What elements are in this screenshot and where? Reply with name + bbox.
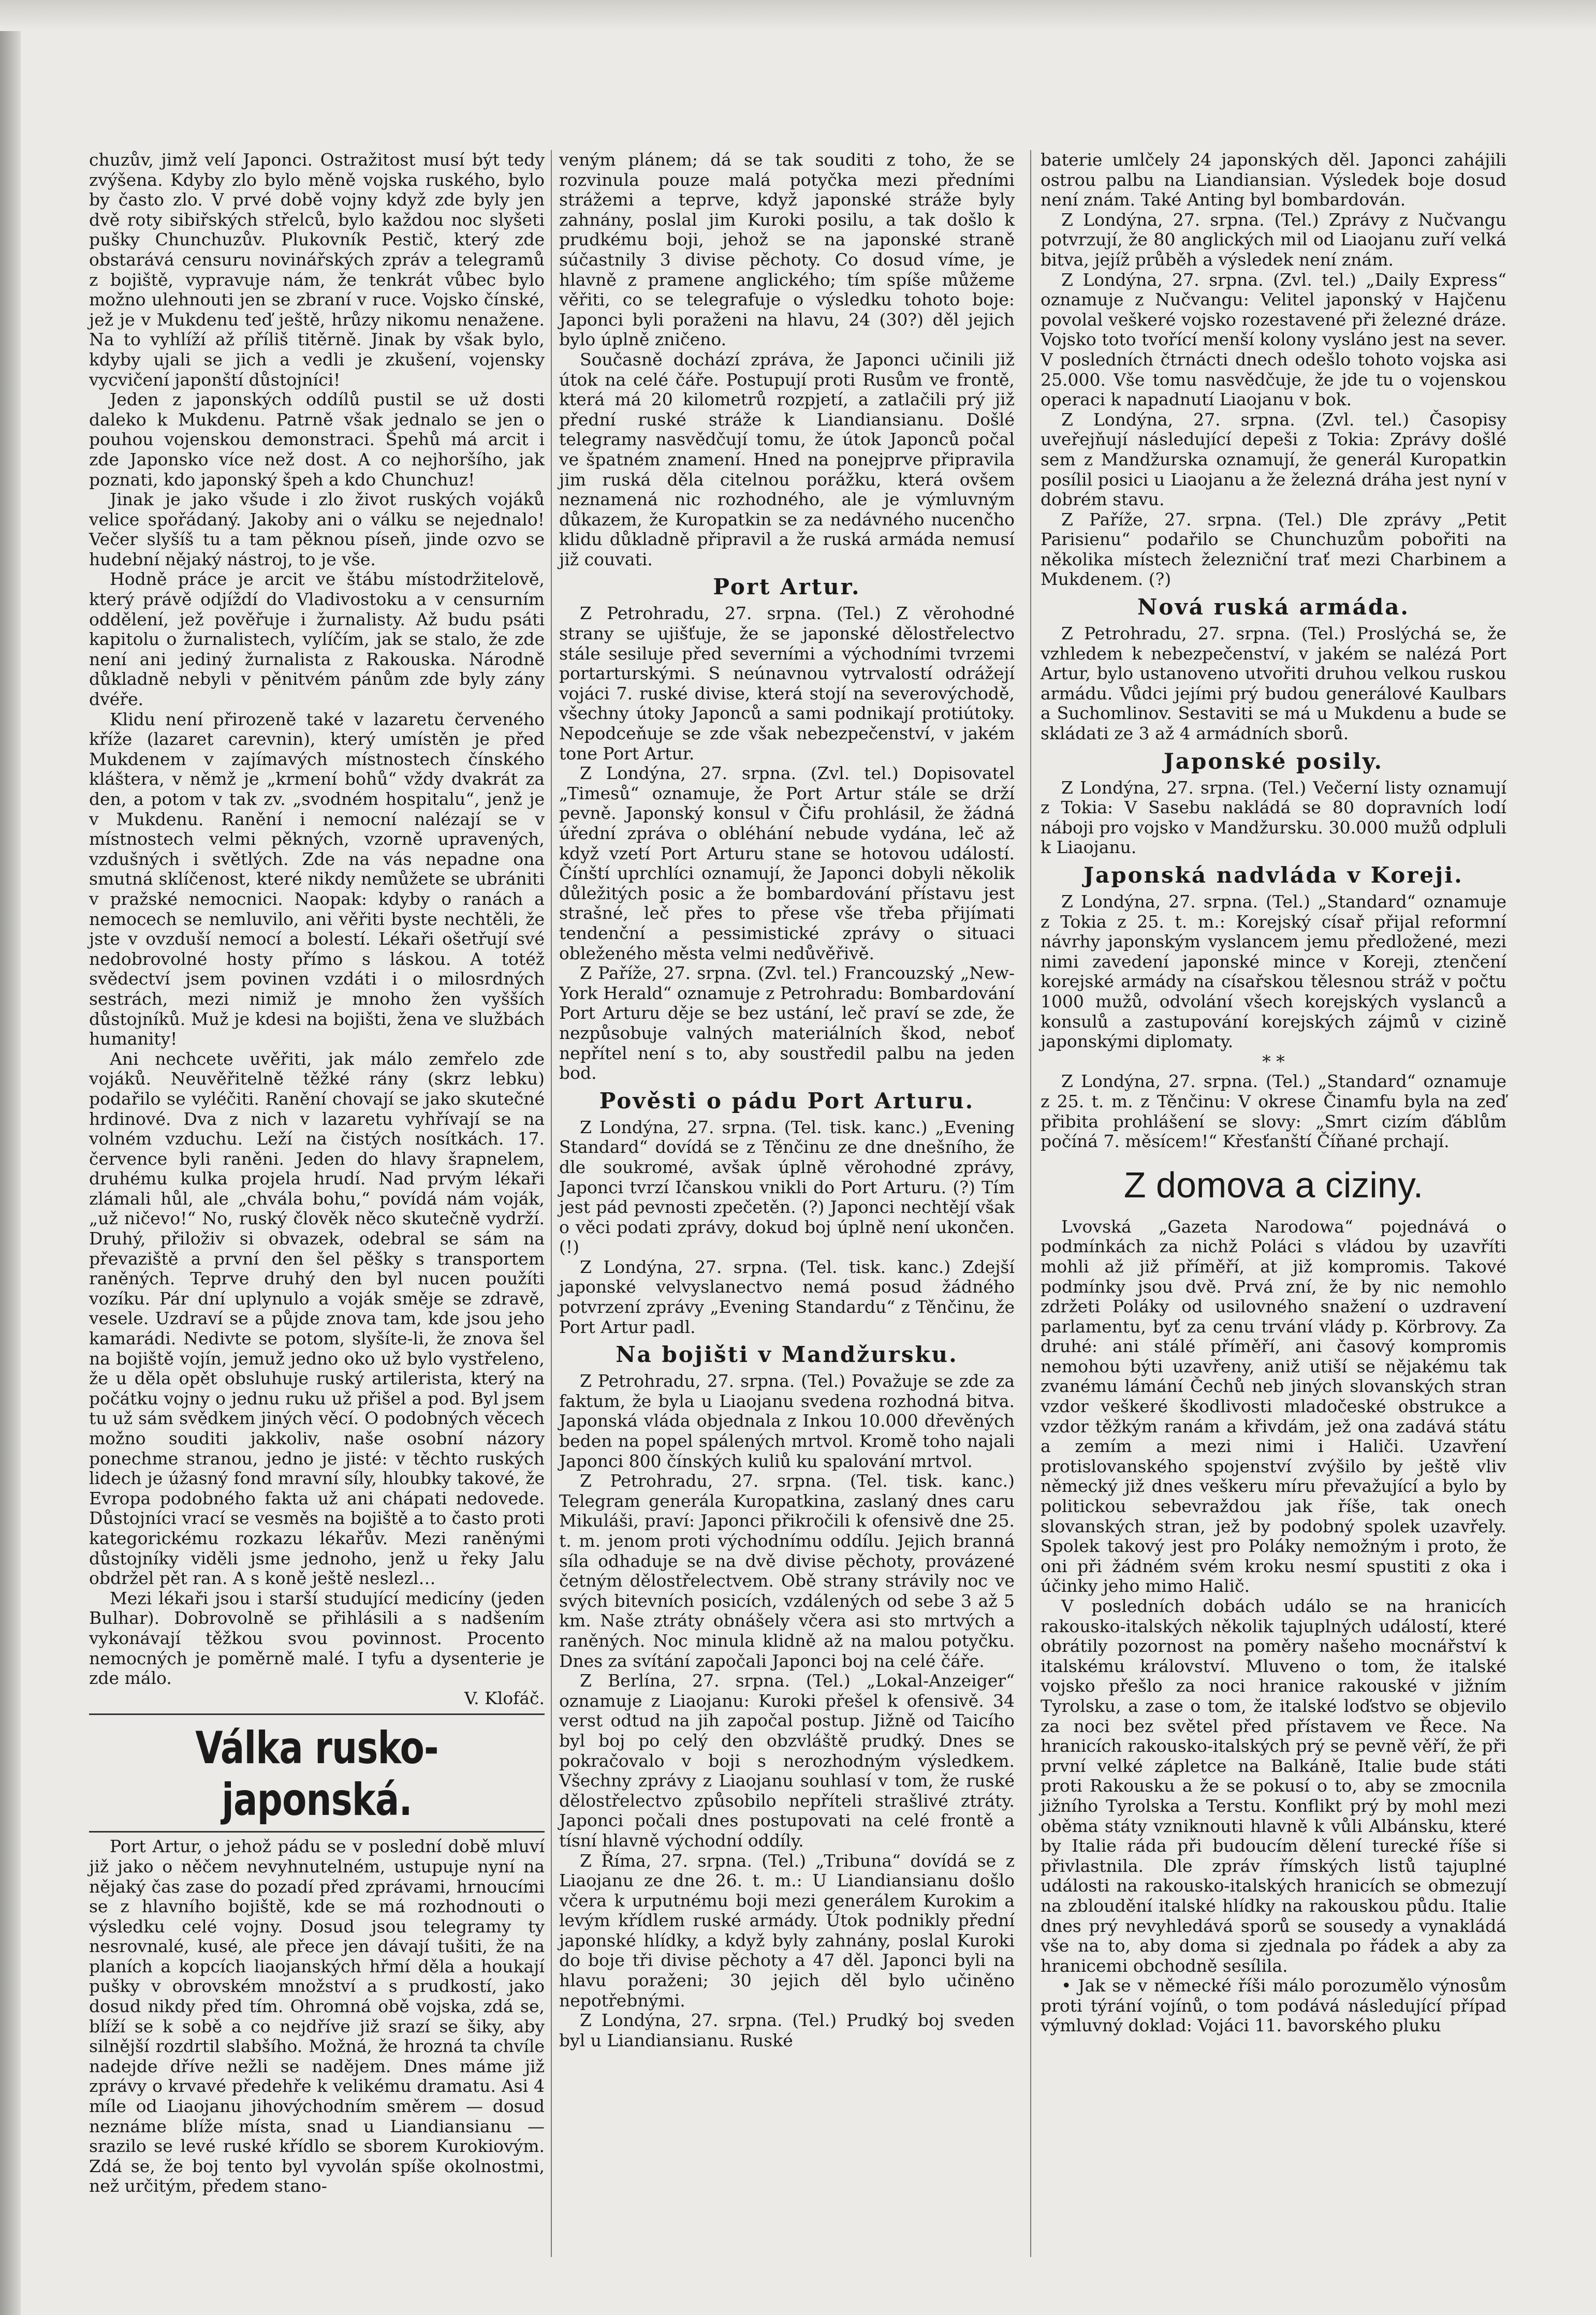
col3-paragraph: Z Londýna, 27. srpna. (Tel.) „Standard“ oznamuje z 25. t. m. z Těnčinu: V okrese Činamfu byla na zeď přibita prohlášení se slovy: „Smrt cizím ďáblům počíná 7. měsícem!“ Křesťanští Číňané prchají. (1041, 1071, 1506, 1152)
col3-paragraph: Lvovská „Gazeta Narodowa“ pojednává o podmínkách za nichž Poláci s vládou by uzavříti mohli až již příměří, at již kompromis. Takové podmínky jsou dvě. Prvá zní, že by nic nemohlo zdržeti Poláky od usilovného snažení o uzdravení parlamentu, byť za cenu trvání vlády p. Körbrovy. Za druhé: ani stálé příměří, ani časový kompromis nemohou býti uzavřeny, aniž utiší se nějakému tak zvanému lámání Čechů neb jiných slovanských stran vzdor veškeré škodlivosti mladočeské obstrukce a vzdor těžkým ranám a křivdám, jež ona zadává státu a zemím a mezi nimi i Haliči. Uzavření protislovanského spojenství zvýšilo by ještě vliv německý již dnes veškeru míru převažující a bylo by politickou sebevraždou jak říše, tak onech slovanských stran, jež by podobný spolek uzavřely. Spolek takový jest pro Poláky nemožným i proto, že oni při žádném svém kroku nesmí spustiti z oka i účinky jeho mimo Halič. (1041, 1216, 1506, 1596)
col3-paragraph: Z Londýna, 27. srpna. (Tel.) Zprávy z Nučvangu potvrzují, že 80 anglických mil od Liaojanu zuří velká bitva, jejíž průběh a výsledek není znám. (1041, 209, 1506, 270)
heading-domov: Z domova a ciziny. (1123, 1164, 1424, 1205)
col1-paragraph: Hodně práce je arcit ve štábu místodržitelově, který právě odjíždí do Vladivostoku a v censurním oddělení, jež pověřuje i žurnalisty. Až budu psáti kapitolu o žurnalistech, vylíčím, jak se stalo, že zde není ani jediný žurnalista z Rakouska. Národně důkladně nebyli v pěnitvém pánům zde byly zány dvéře. (89, 569, 545, 710)
col3-paragraph: baterie umlčely 24 japonských děl. Japonci zahájili ostrou palbu na Liandiansian. Výsledek boje dosud není znám. Také Anting byl bombardován. (1041, 150, 1506, 210)
col3-paragraph: V posledních dobách událo se na hranicích rakousko-italských několik tajuplných událostí, které obrátily pozornost na poměry našeho mocnářství k italskému království. Mluveno o tom, že italské vojsko přešlo za noci hranice rakouské v jižním Tyrolsku, a zase o tom, že italské loďstvo se objevilo za noci bez světel před přístavem ve Řece. Na hranicích rakousko-italských prý se pevně věří, že při první velké zápletce na Balkáně, Italie bude státi proti Rakousku a že se pokusí o to, aby se zmocnila jižního Tyrolska a Terstu. Konflikt prý by mohl mezi oběma státy vzniknouti hlavně k vůli Albánsku, které by Italie ráda při budoucím dělení turecké říše si přivlastnila. Dle zpráv římských listů tajuplné události na rakousko-italských hranicích se obmezují na zbloudění italské hlídky na rakouskou půdu. Italie dnes prý nevyhledává sporů se sousedy a vynakládá vše na to, aby doma si zjednala po řádek a aby za hranicemi obchodně sesílila. (1041, 1596, 1506, 1976)
col2-paragraph: Z Berlína, 27. srpna. (Tel.) „Lokal-Anzeiger“ oznamuje z Liaojanu: Kuroki přešel k ofensivě. 34 verst odtud na jih započal postup. Jižně od Taicího byl boj po celý den obzvláště prudký. Dnes se pokračovalo v boji s nerozhodným výsledkem. Všechny zprávy z Liaojanu souhlasí v tom, že ruské dělostřelectvo způsobilo nepříteli strašlivé ztráty. Japonci počali dnes postupovati na celé frontě a tísní hlavně východní oddíly. (559, 1671, 1015, 1851)
heading-armada: Nová ruská armáda. (1137, 594, 1410, 620)
col2-paragraph: Z Londýna, 27. srpna. (Tel.) Prudký boj sveden byl u Liandiansianu. Ruské (559, 2010, 1015, 2050)
heading-port-artur: Port Artur. (713, 574, 861, 600)
col3-paragraph: Z Paříže, 27. srpna. (Tel.) Dle zprávy „Petit Parisienu“ podařilo se Chunchuzům pobořiti na několika místech železniční trať mezi Charbinem a Mukdenem. (?) (1041, 509, 1506, 590)
col3-paragraph: Z Londýna, 27. srpna. (Tel.) Večerní listy oznamují z Tokia: V Sasebu nakládá se 80 dopravních lodí náboji pro vojsko v Mandžursku. 30.000 mužů odpluli k Liaojanu. (1041, 777, 1506, 858)
column-rule-1 (551, 150, 552, 2257)
col2-paragraph: Současně dochází zpráva, že Japonci učinili již útok na celé čáře. Postupují proti Rusům ve frontě, která má 20 kilometrů rozpjetí, a zatlačili prý již přední ruské stráže k Liandiansianu. Došlé telegramy nasvědčují tomu, že útok Japonců počal ve špatném znamení. Hned na ponejprve připravila jim ruská děla citelnou porážku, která ovšem neznamená nic rozhodného, ale je výmluvným důkazem, že Kuropatkin se za nedávného nucenčho klidu důkladně připravil a že ruská armáda nemusí již couvati. (559, 349, 1015, 569)
headline-valka: Válka rusko-japonská. (195, 1722, 438, 1826)
col2-paragraph: Z Petrohradu, 27. srpna. (Tel. tisk. kanc.) Telegram generála Kuropatkina, zaslaný dnes caru Mikuláši, praví: Japonci přikročili k ofensivě dne 25. t. m. jenom proti východnímu oddílu. Jejich branná síla odhaduje se na dvě divise pěchoty, provázené četným dělostřelectvem. Obě strany strávily noc ve svých bitevních posicích, vzdálených od sebe 3 až 5 km. Naše ztráty obnášely včera asi sto mrtvých a raněných. Noc minula klidně až na malou potyčku. Dnes za svítání započali Japonci boj na celé čáře. (559, 1471, 1015, 1671)
heading-korea: Japonská nadvláda v Koreji. (1083, 862, 1463, 888)
col3-paragraph: Z Londýna, 27. srpna. (Zvl. tel.) „Daily Express“ oznamuje z Nučvangu: Velitel japonský v Hajčenu povolal veškeré vojsko rozestavené při železné dráze. Vojsko toto tvořící menší kolony vysláno jest na sever. V posledních čtrnácti dnech odešlo tohoto vojska asi 25.000. Vše tomu nasvědčuje, že jde tu o vojenskou operaci k napadnutí Liaojanu v bok. (1041, 269, 1506, 410)
col2-paragraph: Z Petrohradu, 27. srpna. (Tel.) Z věrohodné strany se ujišťuje, že se japonské dělostřelectvo stále sesiluje před severními a východními tvrzemi portarturskými. S neúnavnou vytrvalostí odrážejí vojáci 7. ruské divise, která stojí na severovýchodě, všechny útoky Japonců a sami podnikají protiútoky. Nepodceňuje se zde však nebezpečenství, v jakém tone Port Artur. (559, 603, 1015, 764)
col1-paragraph: Port Artur, o jehož pádu se v poslední době mluví již jako o něčem nevyhnutelném, ustupuje nyní na nějaký čas zase do pozadí před zprávami, hrnoucími se z hlavního bojiště, kde se má rozhodnouti o výsledku celé vojny. Dosud jsou telegramy ty nesrovnalé, kusé, ale přece jen dávají tušiti, že na planích a kopcích liaojanských hřmí děla a houkají pušky v obrovském množství a s prudkostí, jako dosud nikdy před tím. Ohromná obě vojska, zdá se, blíží se k sobě a co nejdříve již srazí se šiky, aby silnější rozdrtil slabšího. Možná, že hrozná ta chvíle nadejde dříve nežli se nadějem. Dnes máme již zprávy o krvavé předehře k velikému dramatu. Asi 4 míle od Liaojanu jihovýchodním směrem — dosud neznáme blíže místa, snad u Liandiansianu — srazilo se levé ruské křídlo se sborem Kurokiovým. Zdá se, že boj tento byl vyvolán spíše okolnostmi, než určitým, předem stano- (89, 1836, 545, 2196)
col1-paragraph: Jinak je jako všude i zlo život ruských vojáků velice spořádaný. Jakoby ani o válku se nejednalo! Večer slyšíš tu a tam pěknou píseň, jinde ozvo se hudební nějaký nástroj, to je vše. (89, 489, 545, 569)
col1-paragraph: chuzův, jimž velí Japonci. Ostražitost musí být tedy zvýšena. Kdyby zlo bylo měně vojska ruského, bylo by často zlo. V prvé době vojny když zde byly jen dvě roty sibiřských střelců, bylo každou noc slyšeti pušky Chunchuzův. Plukovník Pestič, který zde obstarává censuru novinářských zpráv a telegramů z bojiště, vypravuje nám, že tenkrát vůbec bylo možno ulehnouti jen se zbraní v ruce. Vojsko čínské, jež je v Mukdenu teď ještě, hrůzy nikomu nenažene. Na to vyhlíží až příliš titěrně. Jinak by však bylo, kdyby ujali se jich a vedli je zkušení, vojensky vycvičení japonští důstojníci! (89, 150, 545, 390)
col2-paragraph: Z Paříže, 27. srpna. (Zvl. tel.) Francouzský „New-York Herald“ oznamuje z Petrohradu: Bombardování Port Arturu děje se bez ustání, leč praví se zde, že nezpůsobuje valných materiálních škod, neboť nepřítel není s to, aby soustředil palbu na jeden bod. (559, 963, 1015, 1083)
signature: V. Klofáč. (464, 1688, 545, 1708)
column-3 (1041, 150, 1506, 2036)
section-divider (89, 1831, 545, 1833)
col1-paragraph: Jeden z japonských oddílů pustil se už dosti daleko k Mukdenu. Patrně však jednalo se jen o pouhou vojenskou demonstraci. Špehů má arcit i zde Japonsko více než dost. A co nejhoršího, jak poznati, kdo japonský špeh a kdo Chunchuz! (89, 389, 545, 490)
col2-paragraph: veným plánem; dá se tak souditi z toho, že se rozvinula pouze malá potyčka mezi předními strážemi a teprve, když japonské stráže byly zahnány, poslal jim Kuroki posilu, a tak došlo k prudkému boji, jehož se na japonské straně súčastnily 3 divise pěchoty. Co dosud víme, je hlavně z pramene anglického; tím spíše můžeme věřiti, co se telegrafuje o výsledku tohoto boje: Japonci byli poraženi na hlavu, 24 (30?) děl jejich bylo úplně zničeno. (559, 150, 1015, 350)
col3-paragraph: Z Petrohradu, 27. srpna. (Tel.) Proslýchá se, že vzhledem k nebezpečenství, v jakém se nalézá Port Artur, bylo ustanoveno utvořiti druhou velkou ruskou armádu. Vůdci jejími prý budou generálové Kaulbars a Suchomlinov. Sestaviti se má u Mukdenu a bude se skládati ze 3 až 4 armádních sborů. (1041, 623, 1506, 744)
stars-divider: * * (1262, 1051, 1285, 1072)
column-rule-2 (1030, 150, 1031, 2257)
page-left-edge (0, 0, 21, 2315)
col1-paragraph: Mezi lékaři jsou i starší studující medicíny (jeden Bulhar). Dobrovolně se přihlásili a s nadšením vykonávají těžkou svou povinnost. Procento nemocných je poměrně malé. I tyfu a dysenterie je zde málo. (89, 1588, 545, 1689)
col3-paragraph: Z Londýna, 27. srpna. (Zvl. tel.) Časopisy uveřejňují následující depeši z Tokia: Zprávy došlé sem z Mandžurska oznamují, že generál Kuropatkin posílil posici u Liaojanu a že železná dráha jest nyní v dobrém stavu. (1041, 409, 1506, 510)
page-top-edge (0, 0, 1596, 31)
section-divider (89, 1713, 545, 1715)
col2-paragraph: Z Říma, 27. srpna. (Tel.) „Tribuna“ dovídá se z Liaojanu ze dne 26. t. m.: U Liandiansianu došlo včera k urputnému boji mezi generálem Kurokim a levým křídlem ruské armády. Útok podnikly přední japonské hlídky, a když byly zahnány, poslal Kuroki do boje tři divise pěchoty a 47 děl. Japonci byli na hlavu poraženi; 30 jejich děl bylo učiněno nepotřebnými. (559, 1850, 1015, 2011)
heading-posily: Japonské posily. (1163, 748, 1384, 774)
col1-paragraph: Ani nechcete uvěřiti, jak málo zemřelo zde vojáků. Neuvěřitelně těžké rány (skrz lebku) podařilo se vyléčiti. Ranění chovají se jako skutečné hrdinové. Dva z nich v lazaretu vyhřívají se na volném vzduchu. Leží na čistých nosítkách. 17. července byli raněni. Jeden do hlavy šrapnelem, druhému kulka projela hrudí. Nad prvým lékaři zlámali hůl, ale „chvála bohu,“ povídá nám voják, „už ničevo!“ No, ruský člověk něco skutečně vydrží. Druhý, přiloživ si obvazek, odebral se sám na převaziště a první den šel pěšky s transportem raněných. Teprve druhý den byl nucen použíti vozíku. Pár dní uplynulo a voják směje se zdravě, vesele. Uzdraví se a půjde znova tam, kde jsou jeho kamarádi. Nedivte se potom, slyšíte-li, že znova šel na bojiště vojín, jemuž jedno oko už bylo vystřeleno, že u děla opět obsluhuje ruský artilerista, který na počátku vojny o jednu ruku už přišel a pod. Byl jsem tu už sám svědkem jiných věcí. O podobných věcech možno souditi jakkoliv, naše osobní názory ponechme stranou, jedno je jisté: v těchto ruských lidech je úžasný fond mravní síly, hloubky takové, že Evropa podobného fakta už ani chápati nedovede. Důstojníci vrací se vesměs na bojiště a to často proti kategorickému rozkazu lékařův. Mezi raněnými důstojníky viděli jsme jednoho, jenž u řeky Jalu obdržel pět ran. A s koně ještě neslezl… (89, 1048, 545, 1589)
col2-paragraph: Z Londýna, 27. srpna. (Tel. tisk. kanc.) „Evening Standard“ dovídá se z Těnčinu ze dne dnešního, že dle soukromé, avšak úplně věrohodné zprávy, Japonci tvrzí Ičanskou vnikli do Port Arturu. (?) Tím jest pád pevnosti zpečetěn. (?) Japonci nechtějí však o věci podati zprávy, dokud boj úplně není ukončen. (!) (559, 1117, 1015, 1257)
col3-paragraph: • Jak se v německé říši málo porozumělo výnosům proti týrání vojínů, o tom podává následující případ výmluvný doklad: Vojáci 11. bavorského pluku (1041, 1975, 1506, 2036)
col2-paragraph: Z Londýna, 27. srpna. (Zvl. tel.) Dopisovatel „Timesů“ oznamuje, že Port Artur stále se drží pevně. Japonský konsul v Čifu prohlásil, že žádná úřední zpráva o obléhání nebude vydána, leč až když vzetí Port Arturu stane se hotovou událostí. Čínští uprchlíci oznamují, že Japonci dobyli několik důležitých posic a že bombardování přístavu jest strašné, leč přes to přese vše třeba přijímati tendenční a pessimistické zprávy o situaci obleženého města velmi nedůvěřivě. (559, 763, 1015, 963)
col2-paragraph: Z Londýna, 27. srpna. (Tel. tisk. kanc.) Zdejší japonské velvyslanectvo nemá posud žádného potvrzení zprávy „Evening Standardu“ z Těnčinu, že Port Artur padl. (559, 1256, 1015, 1337)
heading-bojisti: Na bojišti v Mandžursku. (616, 1342, 958, 1368)
heading-povesti: Pověsti o pádu Port Arturu. (599, 1088, 975, 1113)
col3-paragraph: Z Londýna, 27. srpna. (Tel.) „Standard“ oznamuje z Tokia z 25. t. m.: Korejský císař přijal reformní návrhy japonským vyslancem jemu předložené, mezi nimi zavedení japonské mince v Koreji, ztenčení korejské armády na císařskou tělesnou stráž v počtu 1000 mužů, odvolání všech korejských vyslanců a konsulů a zastupování korejských zájmů v cizině japonskými diplomaty. (1041, 891, 1506, 1052)
column-1 (89, 150, 545, 2196)
col2-paragraph: Z Petrohradu, 27. srpna. (Tel.) Považuje se zde za faktum, že byla u Liaojanu svedena rozhodná bitva. Japonská vláda objednala z Inkou 10.000 dřevěných beden na popel spálených mrtvol. Kromě toho najali Japonci 800 čínských kuliů ku spalování mrtvol. (559, 1371, 1015, 1471)
column-2 (559, 150, 1015, 2050)
col1-paragraph: Klidu není přirozeně také v lazaretu červeného kříže (lazaret carevnin), který umístěn je před Mukdenem v zajímavých místnostech čínského kláštera, v němž je „krmení bohů“ vždy dvakrát za den, a potom v tak zv. „svodném hospitalu“, jenž je v Mukdenu. Ranění i nemocní nalézají se v místnostech velmi pěkných, vzorně upravených, vzdušných i světlých. Zde na vás nepadne ona smutná sklíčenost, které nikdy nemůžete se ubrániti v pražské nemocnici. Naopak: kdyby o ranách a nemocech se nemluvilo, ani věřiti byste nechtěli, že jste v ovzduší nemocí a bolestí. Lékaři ošetřují své nedobrovolné hosty přímo s láskou. A totéž svědectví jsem povinen vzdáti i o milosrdných sestrách, mezi nimiž je mnoho žen vyšších důstojníků. Muž je kdesi na bojišti, žena ve službách humanity! (89, 709, 545, 1049)
